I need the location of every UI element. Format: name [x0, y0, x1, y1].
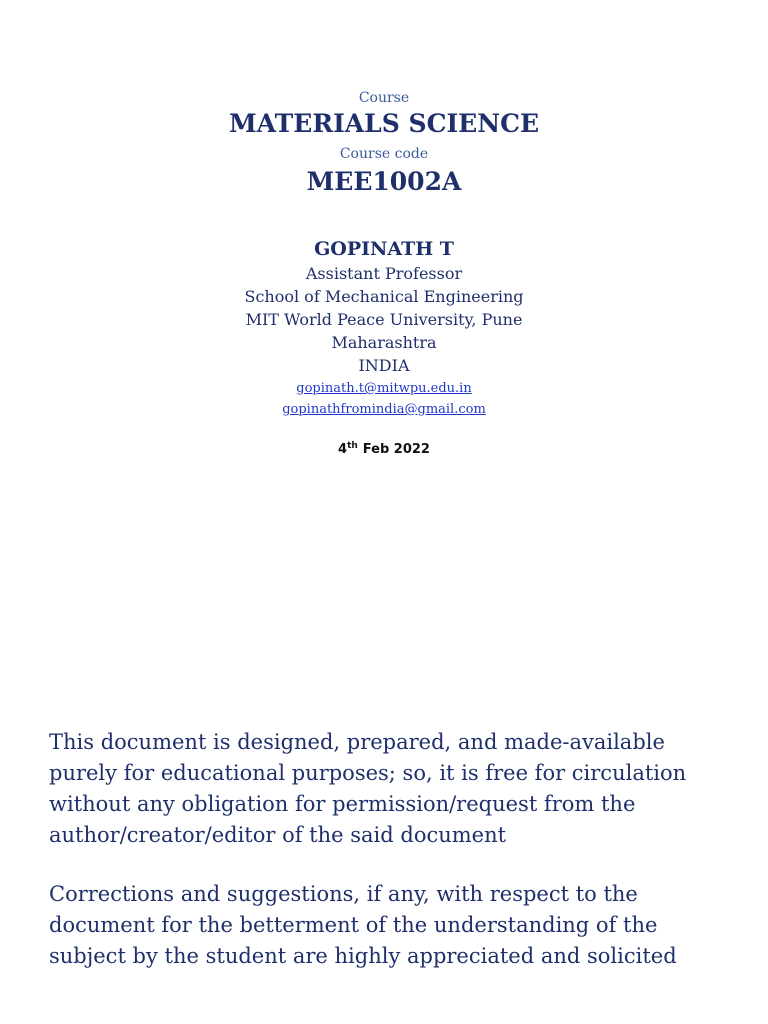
- author-name: GOPINATH T: [314, 238, 454, 260]
- course-code: MEE1002A: [306, 167, 462, 196]
- date-suffix: th: [347, 440, 358, 451]
- email-primary-link[interactable]: gopinath.t@mitwpu.edu.in: [296, 381, 472, 396]
- author-country: INDIA: [358, 356, 410, 375]
- document-date: [0, 438, 768, 457]
- notice-paragraph-free-use: This document is designed, prepared, and made-available purely for educational purposes; so, it is free for circulation without any obligation for permission/request from the author/creator/editor of the said document: [49, 730, 687, 847]
- author-state: Maharashtra: [331, 333, 437, 352]
- course-title: MATERIALS SCIENCE: [228, 109, 540, 138]
- date-month-year: Feb 2022: [362, 442, 430, 457]
- course-code-label: Course code: [339, 146, 429, 162]
- author-position: Assistant Professor: [305, 264, 463, 283]
- course-label: Course: [358, 90, 410, 106]
- course-header: [0, 89, 768, 197]
- author-university: MIT World Peace University, Pune: [245, 310, 523, 329]
- author-block: [0, 238, 768, 419]
- notice-paragraph-corrections: Corrections and suggestions, if any, with respect to the document for the betterment of the understanding of the subject by the student are highly appreciated and solicited: [49, 882, 677, 968]
- author-school: School of Mechanical Engineering: [244, 287, 524, 306]
- email-secondary-link[interactable]: gopinathfromindia@gmail.com: [282, 402, 486, 417]
- date-text: [338, 442, 430, 457]
- date-day: 4: [338, 442, 348, 457]
